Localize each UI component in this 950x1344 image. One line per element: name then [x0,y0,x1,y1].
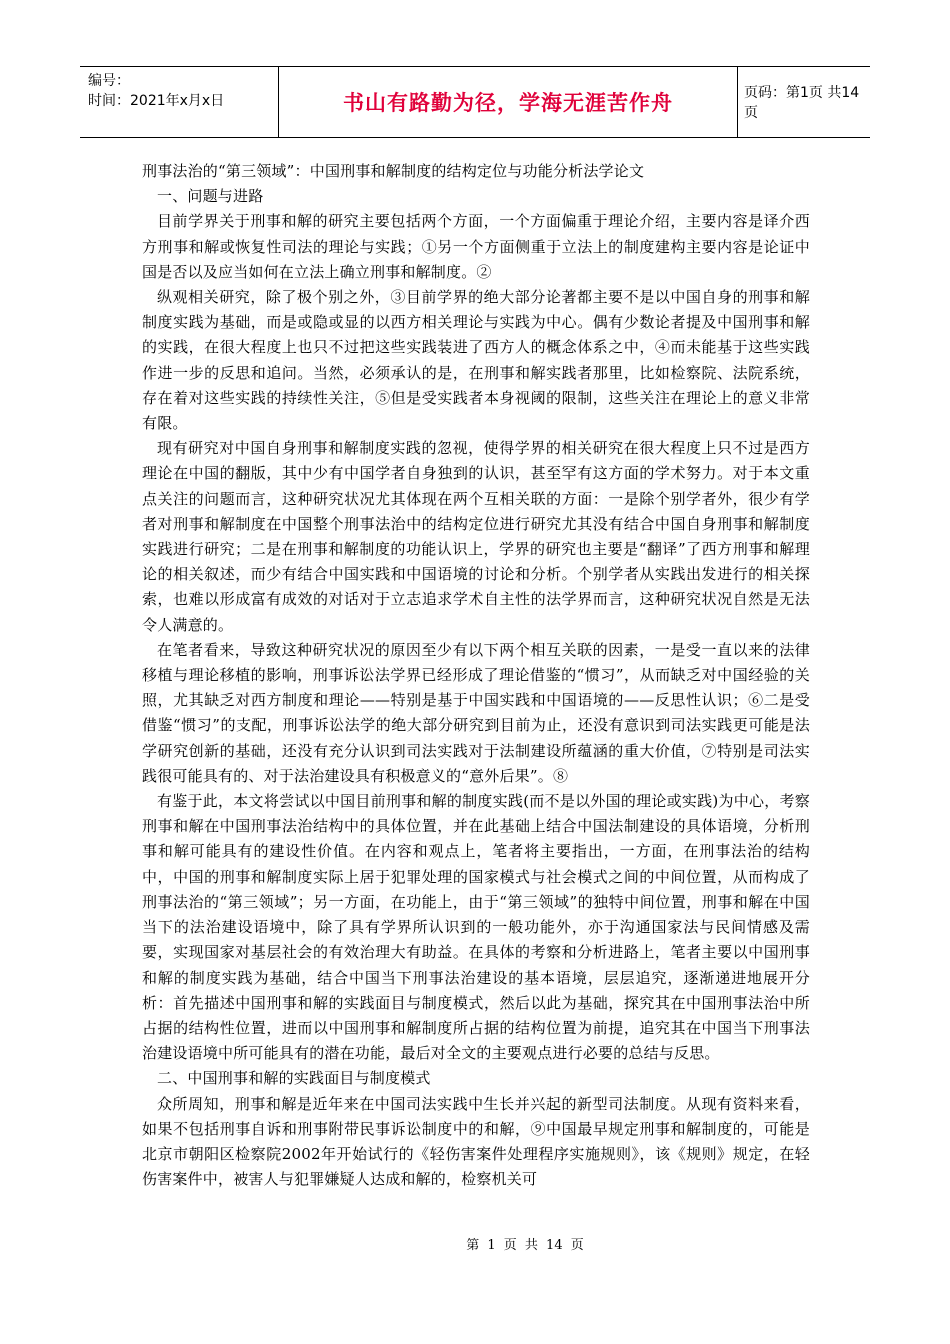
article-title: 刑事法治的“第三领域”：中国刑事和解制度的结构定位与功能分析法学论文 [142,162,645,180]
header-motto-cell [278,67,738,137]
paragraph: 有鉴于此，本文将尝试以中国目前刑事和解的制度实践(而不是以外国的理论或实践)为中心，考察刑事和解在中国刑事法治结构中的具体位置，并在此基础上结合中国法制建设的具体语境，分析刑事和解可能具有的建设性价值。在内容和观点上，笔者将主要指出，一方面，在刑事法治的结构中，中国的刑事和解制度实际上居于犯罪处理的国家模式与社会模式之间的中间位置，从而构成了刑事法治的“第三领域”；另一方面，在功能上，由于“第三领域”的独特中间位置，刑事和解在中国当下的法治建设语境中，除了具有学界所认识到的一般功能外，亦于沟通国家法与民间情感及需要，实现国家对基层社会的有效治理大有助益。在具体的考察和分析进路上，笔者主要以中国刑事和解的制度实践为基础，结合中国当下刑事法治建设的基本语境，层层追究，逐渐递进地展开分析：首先描述中国刑事和解的实践面目与制度模式，然后以此为基础，探究其在中国刑事法治中所占据的结构性位置，进而以中国刑事和解制度所占据的结构位置为前提，追究其在中国当下刑事法治建设语境中所可能具有的潜在功能，最后对全文的主要观点进行必要的总结与反思。 [142,792,810,1063]
section-heading-2: 二、中国刑事和解的实践面目与制度模式 [157,1069,431,1088]
paragraph: 纵观相关研究，除了极个别之外，③目前学界的绝大部分论著都主要不是以中国自身的刑事和解制度实践为基础，而是或隐或显的以西方相关理论与实践为中心。偶有少数论者提及中国刑事和解的实践，在很大程度上也只不过把这些实践装进了西方人的概念体系之中，④而未能基于这些实践作进一步的反思和追问。当然，必须承认的是，在刑事和解实践者那里，比如检察院、法院系统，存在着对这些实践的持续性关注，⑤但是受实践者本身视阈的限制，这些关注在理论上的意义非常有限。 [142,288,810,433]
header-meta [88,71,270,111]
paragraph: 众所周知，刑事和解是近年来在中国司法实践中生长并兴起的新型司法制度。从现有资料来看，如果不包括刑事自诉和刑事附带民事诉讼制度中的和解，⑨中国最早规定刑事和解制度的，可能是北京市朝阳区检察院2002年开始试行的《轻伤害案件处理程序实施规则》，该《规则》规定，在轻伤害案件中，被害人与犯罪嫌疑人达成和解的，检察机关可 [142,1094,810,1189]
header-motto: 书山有路勤为径，学海无涯苦作舟 [343,91,673,115]
document-date: 时间：2021年x月x日 [88,93,225,109]
paragraph: 现有研究对中国自身刑事和解制度实践的忽视，使得学界的相关研究在很大程度上只不过是西方理论在中国的翻版，其中少有中国学者自身独到的认识，甚至罕有这方面的学术努力。对于本文重点关注的问题而言，这种研究状况尤其体现在两个互相关联的方面：一是除个别学者外，很少有学者对刑事和解制度在中国整个刑事法治中的结构定位进行研究尤其没有结合中国自身刑事和解制度实践进行研究；二是在刑事和解制度的功能认识上，学界的研究也主要是“翻译”了西方刑事和解理论的相关叙述，而少有结合中国实践和中国语境的讨论和分析。个别学者从实践出发进行的相关探索，也难以形成富有成效的对话对于立志追求学术自主性的法学界而言，这种研究状况自然是无法令人满意的。 [142,439,810,634]
header-page-info: 页码：第1页 共14页 [744,85,860,121]
paragraph: 在笔者看来，导致这种研究状况的原因至少有以下两个相互关联的因素，一是受一直以来的法律移植与理论移植的影响，刑事诉讼法学界已经形成了理论借鉴的“惯习”，从而缺乏对中国经验的关照，尤其缺乏对西方制度和理论——特别是基于中国实践和中国语境的——反思性认识；⑥二是受借鉴“惯习”的支配，刑事诉讼法学的绝大部分研究到目前为止，还没有意识到司法实践更可能是法学研究创新的基础，还没有充分认识到司法实践对于法制建设所蕴涵的重大价值，⑦特别是司法实践很可能具有的、对于法治建设具有积极意义的“意外后果”。⑧ [142,640,810,785]
page-footer: 第 1 页 共 14 页 [466,1238,584,1253]
document-number-label: 编号： [88,73,130,89]
section-heading-1: 一、问题与进路 [157,187,264,206]
article-body [142,159,810,1192]
paragraph: 目前学界关于刑事和解的研究主要包括两个方面，一个方面偏重于理论介绍，主要内容是译介西方刑事和解或恢复性司法的理论与实践；①另一个方面侧重于立法上的制度建构主要内容是论证中国是否以及应当如何在立法上确立刑事和解制度。② [142,212,810,281]
page-header [80,66,870,138]
